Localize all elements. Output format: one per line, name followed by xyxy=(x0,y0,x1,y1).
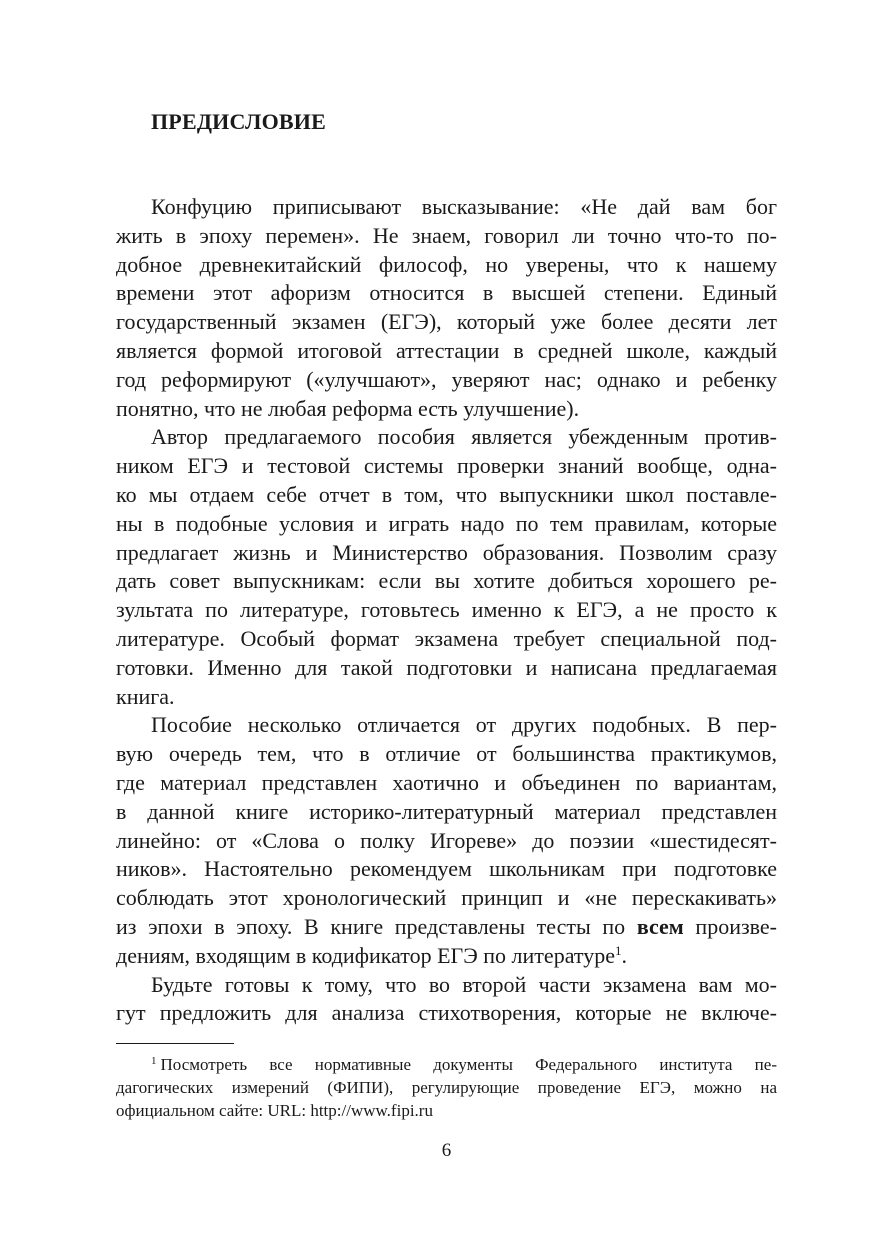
paragraph-line: является формой итоговой аттестации в средней школе, каждый xyxy=(116,337,777,363)
paragraph-line: год реформируют («улучшают», уверяют нас; однако и ребенку xyxy=(116,366,777,392)
paragraph-line: ников». Настоятельно рекомендуем школьникам при подготовке xyxy=(116,856,777,882)
paragraph-line-with-footnote xyxy=(116,942,777,971)
paragraph-line: Конфуцию приписывают высказывание: «Не дай вам бог xyxy=(151,194,777,219)
line-text-after: произве- xyxy=(695,913,778,939)
paragraph-line: ко мы отдаем себе отчет в том, что выпускники школ поставле- xyxy=(116,481,777,507)
paragraph-3 xyxy=(116,711,777,970)
footnote xyxy=(116,1053,777,1122)
paragraph-line: ны в подобные условия и играть надо по тем правилам, которые xyxy=(116,510,777,536)
paragraph-line: готовки. Именно для такой подготовки и написана предлагаемая xyxy=(116,654,777,680)
emphasis-text: всем xyxy=(636,913,684,939)
footnote-divider xyxy=(116,1043,234,1044)
footnote-line xyxy=(116,1099,777,1122)
line-end-punctuation: . xyxy=(621,942,627,968)
body-text xyxy=(116,193,777,1028)
paragraph-line: жить в эпоху перемен». Не знаем, говорил ли точно что-то по- xyxy=(116,222,777,248)
paragraph-line: гут предложить для анализа стихотворения, которые не включе- xyxy=(116,1000,777,1026)
paragraph-4 xyxy=(116,971,777,1029)
paragraph-line: где материал представлен хаотично и объединен по вариантам, xyxy=(116,769,777,795)
page-number: 6 xyxy=(441,1140,452,1161)
paragraph-line: Пособие несколько отличается от других подобных. В пер- xyxy=(151,712,777,738)
paragraph-line: литературе. Особый формат экзамена требует специальной под- xyxy=(116,625,777,651)
paragraph-line: предлагает жизнь и Министерство образования. Позволим сразу xyxy=(116,539,777,565)
paragraph-line: Автор предлагаемого пособия является убежденным против- xyxy=(151,424,777,450)
paragraph-line-mixed xyxy=(116,913,777,942)
footnote-line xyxy=(116,1053,777,1076)
book-page xyxy=(116,0,777,1241)
paragraph-line: книга. xyxy=(116,683,175,709)
chapter-heading: ПРЕДИСЛОВИЕ xyxy=(151,109,326,134)
paragraph-1 xyxy=(116,193,777,423)
footnote-link-text[interactable]: официальном сайте: URL: http://www.fipi.ru xyxy=(116,1101,433,1120)
footnote-reference[interactable]: 1 xyxy=(614,942,622,958)
paragraph-line: Будьте готовы к тому, что во второй части экзамена вам мо- xyxy=(151,971,777,997)
paragraph-line: дать совет выпускникам: если вы хотите добиться хорошего ре- xyxy=(116,568,777,594)
line-text-before: из эпохи в эпоху. В книге представлены тесты по xyxy=(116,913,626,939)
paragraph-line: в данной книге историко-литературный материал представлен xyxy=(116,798,777,824)
paragraph-2 xyxy=(116,423,777,711)
footnote-text: Посмотреть все нормативные документы Федерального института пе- xyxy=(160,1055,777,1074)
paragraph-line: линейно: от «Слова о полку Игореве» до поэзии «шестидесят- xyxy=(116,827,777,853)
paragraph-line: добное древнекитайский философ, но уверены, что к нашему xyxy=(116,251,777,277)
paragraph-line: понятно, что не любая реформа есть улучшение). xyxy=(116,395,580,421)
paragraph-line: вую очередь тем, что в отличие от большинства практикумов, xyxy=(116,741,777,767)
paragraph-line: зультата по литературе, готовьтесь именно к ЕГЭ, а не просто к xyxy=(116,597,777,623)
paragraph-line: ником ЕГЭ и тестовой системы проверки знаний вообще, одна- xyxy=(116,453,777,479)
footnote-line: дагогических измерений (ФИПИ), регулирующие проведение ЕГЭ, можно на xyxy=(116,1078,777,1097)
paragraph-line: соблюдать этот хронологический принцип и «не перескакивать» xyxy=(116,885,777,911)
line-text: дениям, входящим в кодификатор ЕГЭ по литературе xyxy=(116,942,615,968)
footnote-number: 1 xyxy=(151,1055,157,1067)
paragraph-line: государственный экзамен (ЕГЭ), который уже более десяти лет xyxy=(116,309,777,335)
paragraph-line: времени этот афоризм относится в высшей степени. Единый xyxy=(116,280,777,306)
